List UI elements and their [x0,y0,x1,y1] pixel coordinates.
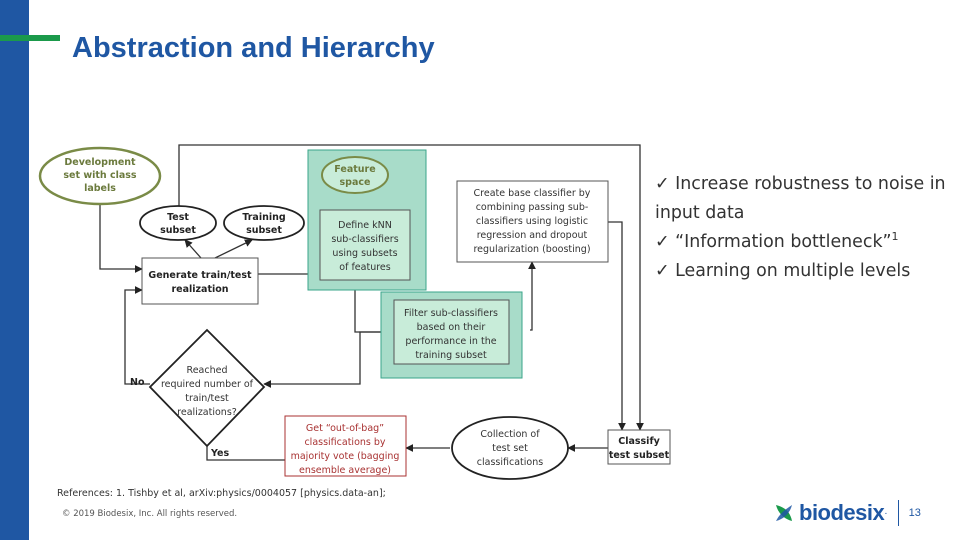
reached-line-2: required number of [160,379,254,390]
dev-set-line-2: set with class [63,170,137,181]
generate-line-1: Generate train/test [148,270,252,281]
biodesix-logo-icon [772,501,796,525]
create-base-line-2: combining passing sub- [475,202,589,213]
generate-node [142,258,258,304]
bullet-list [655,170,960,286]
create-base-line-4: regression and dropout [476,230,588,241]
page-number: 13 [908,507,921,519]
dev-set-line-1: Development [64,157,136,168]
logo-dot: · [884,507,888,519]
check-icon: ✓ [655,232,670,252]
check-icon: ✓ [655,174,670,194]
oob-line-3: majority vote (bagging [290,451,400,462]
reached-line-4: realizations? [177,407,237,418]
bullet-text: “Information bottleneck” [675,232,892,252]
classify-line-1: Classify [618,436,660,447]
collection-line-3: classifications [476,457,544,468]
bullet-item [655,257,960,286]
define-knn-line-2: sub-classifiers [331,234,399,245]
oob-line-2: classifications by [304,437,386,448]
define-knn-line-4: of features [339,262,391,273]
define-knn-line-3: using subsets [332,248,398,259]
collection-line-1: Collection of [480,429,540,440]
generate-line-2: realization [171,284,229,295]
feature-space-line-1: Feature [334,164,376,175]
training-subset-line-1: Training [242,212,286,223]
oob-line-4: ensemble average) [298,465,392,476]
collection-line-2: test set [492,443,528,454]
slide-title: Abstraction and Hierarchy [72,32,435,64]
create-base-line-5: regularization (boosting) [473,244,591,255]
logo-divider [898,500,899,526]
biodesix-logo [772,499,921,527]
footnote-marker: 1 [891,230,899,244]
references-text: References: 1. Tishby et al, arXiv:physics/0004057 [physics.data-an]; [57,488,386,499]
check-icon: ✓ [655,261,670,281]
no-label: No [130,377,145,388]
filter-line-2: based on their [416,322,486,333]
bullet-text: Increase robustness to noise in input data [655,174,946,223]
bullet-text: Learning on multiple levels [675,261,911,281]
yes-label: Yes [211,448,230,459]
create-base-line-3: classifiers using logistic [475,216,589,227]
define-knn-line-1: Define kNN [338,220,392,231]
reached-line-3: train/test [185,393,229,404]
bullet-item [655,228,960,257]
reached-line-1: Reached [186,365,228,376]
filter-line-3: performance in the [405,336,497,347]
filter-line-4: training subset [415,350,487,361]
filter-line-1: Filter sub-classifiers [404,308,498,319]
logo-wordmark: biodesix [799,500,885,525]
dev-set-line-3: labels [84,183,116,194]
oob-line-1: Get “out-of-bag” [305,423,385,434]
feature-space-line-2: space [339,177,371,188]
bullet-item [655,170,960,228]
copyright-text: © 2019 Biodesix, Inc. All rights reserved. [62,509,238,519]
classify-line-2: test subset [608,450,670,461]
training-subset-line-2: subset [246,225,282,236]
test-subset-line-1: Test [167,212,189,223]
create-base-line-1: Create base classifier by [473,188,591,199]
test-subset-line-2: subset [160,225,196,236]
